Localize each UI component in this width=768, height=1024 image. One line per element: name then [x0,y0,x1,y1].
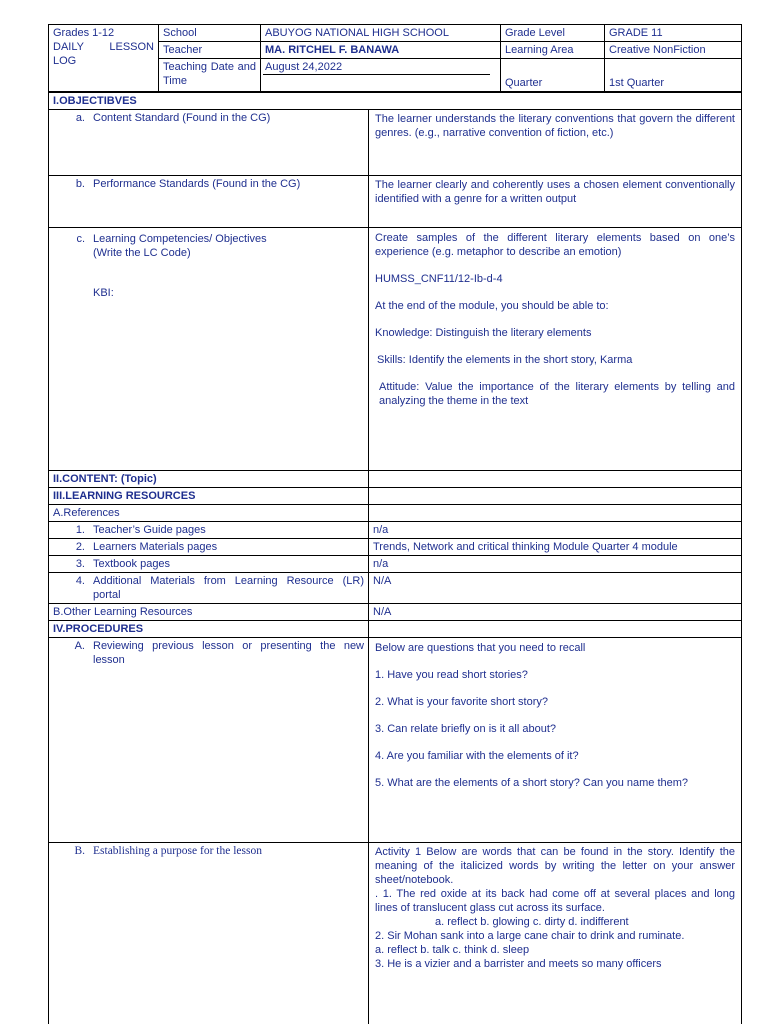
activity-question-1: . 1. The red oxide at its back had come off at several places and long lines of translucent glass cut across its surface. [375,888,735,914]
procedure-a-label-cell [49,638,369,843]
resources-value [369,488,742,505]
main-table [48,92,742,1024]
competencies-label: Learning Competencies/ Objectives [93,233,267,245]
grades-label: Grades 1-12 [53,27,115,39]
resource-num: 1. [75,524,85,536]
date-cell [261,59,501,92]
resource-row-3 [49,556,369,573]
procedures-value [369,621,742,638]
resource-value-4: N/A [369,573,742,604]
resource-num: 2. [75,541,85,553]
header-table [48,24,742,92]
procedure-a-label: Reviewing previous lesson or presenting the new lesson [93,640,364,666]
performance-standard-label-cell [49,176,369,228]
resource-label: Additional Materials from Learning Resource (LR) portal [93,575,364,601]
procedure-b-value [369,843,742,1024]
quarter-label: Quarter [501,59,605,92]
performance-standard-label: Performance Standards (Found in the CG) [93,178,301,190]
review-question: 2. What is your favorite short story? [375,696,549,708]
resource-value-2: Trends, Network and critical thinking Module Quarter 4 module [369,539,742,556]
review-question: 3. Can relate briefly on is it all about? [375,723,556,735]
procedures-heading: IV.PROCEDURES [49,621,369,638]
procedure-a-num: A. [74,640,85,652]
resource-label: Textbook pages [93,558,171,570]
teacher-label: Teacher [159,42,261,59]
review-question: 5. What are the elements of a short story? Can you name them? [375,777,689,789]
resource-value-3: n/a [369,556,742,573]
procedure-a-value [369,638,742,843]
competencies-label-code: (Write the LC Code) [93,247,191,259]
resource-num: 3. [75,558,85,570]
objectives-heading: I.OBJECTIBVES [49,93,742,110]
resource-label: Learners Materials pages [93,541,218,553]
resource-value-1: n/a [369,522,742,539]
activity-question-3: 3. He is a vizier and a barrister and meets so many officers [375,958,662,970]
activity-instructions: Activity 1 Below are words that can be found in the story. Identify the meaning of the italicized words by writing the letter on your answer sheet/notebook. [375,846,735,886]
review-question: 1. Have you read short stories? [375,669,528,681]
grade-level-label: Grade Level [501,25,605,42]
learning-area-value: Creative NonFiction [605,42,742,59]
activity-choices-1: a. reflect b. glowing c. dirty d. indifferent [435,916,629,928]
procedure-a-intro: Below are questions that you need to recall [375,642,586,654]
activity-choices-2: a. reflect b. talk c. think d. sleep [375,944,530,956]
other-resources-value: N/A [369,604,742,621]
resource-row-1 [49,522,369,539]
other-resources-label: B.Other Learning Resources [49,604,369,621]
grade-level-value: GRADE 11 [605,25,742,42]
competencies-num: c. [76,233,85,245]
learning-area-label: Learning Area [501,42,605,59]
content-standard-num: a. [75,112,85,124]
content-standard-value [369,110,742,176]
skills-objective: Skills: Identify the elements in the short story, Karma [377,354,633,366]
procedure-b-num: B. [74,845,85,857]
date-label: Teaching Date and Time [159,59,261,92]
competencies-text: Create samples of the different literary elements based on one’s experience (e.g. metaphor to describe an emotion) [375,232,735,258]
resource-row-2 [49,539,369,556]
school-label: School [159,25,261,42]
grades-cell [49,25,159,92]
competencies-label-cell [49,228,369,471]
review-question: 4. Are you familiar with the elements of it? [375,750,579,762]
teacher-value: MA. RITCHEL F. BANAWA [261,42,501,59]
attitude-objective: Attitude: Value the importance of the literary elements by telling and analyzing the theme in the text [379,381,735,407]
procedure-b-label-cell [49,843,369,1024]
competencies-code: HUMSS_CNF11/12-Ib-d-4 [375,273,503,285]
references-label: A.References [49,505,369,522]
content-standard-label-cell [49,110,369,176]
performance-standard-value [369,176,742,228]
date-value: August 24,2022 [265,61,343,73]
performance-standard-num: b. [75,178,85,190]
kbi-label: KBI: [93,287,114,299]
school-value: ABUYOG NATIONAL HIGH SCHOOL [261,25,501,42]
dll-title: DAILY LESSON LOG [53,41,154,67]
competencies-value [369,228,742,471]
performance-standard-text: The learner clearly and coherently uses a chosen element conventionally identified with a genre for a written output [375,179,735,205]
content-value [369,471,742,488]
resource-label: Teacher’s Guide pages [93,524,206,536]
content-heading: II.CONTENT: (Topic) [49,471,369,488]
content-standard-label: Content Standard (Found in the CG) [93,112,271,124]
procedure-b-label: Establishing a purpose for the lesson [93,845,262,857]
resources-heading: III.LEARNING RESOURCES [49,488,369,505]
resource-num: 4. [75,575,85,587]
date-underline [263,74,490,75]
quarter-value: 1st Quarter [605,59,742,92]
references-value [369,505,742,522]
competencies-intro: At the end of the module, you should be able to: [375,300,609,312]
content-standard-text: The learner understands the literary conventions that govern the different genres. (e.g., narrative convention of fiction, etc.) [375,113,735,139]
knowledge-objective: Knowledge: Distinguish the literary elements [375,327,592,339]
resource-row-4 [49,573,369,604]
lesson-log-page [48,24,741,1014]
activity-question-2: 2. Sir Mohan sank into a large cane chair to drink and ruminate. [375,930,685,942]
